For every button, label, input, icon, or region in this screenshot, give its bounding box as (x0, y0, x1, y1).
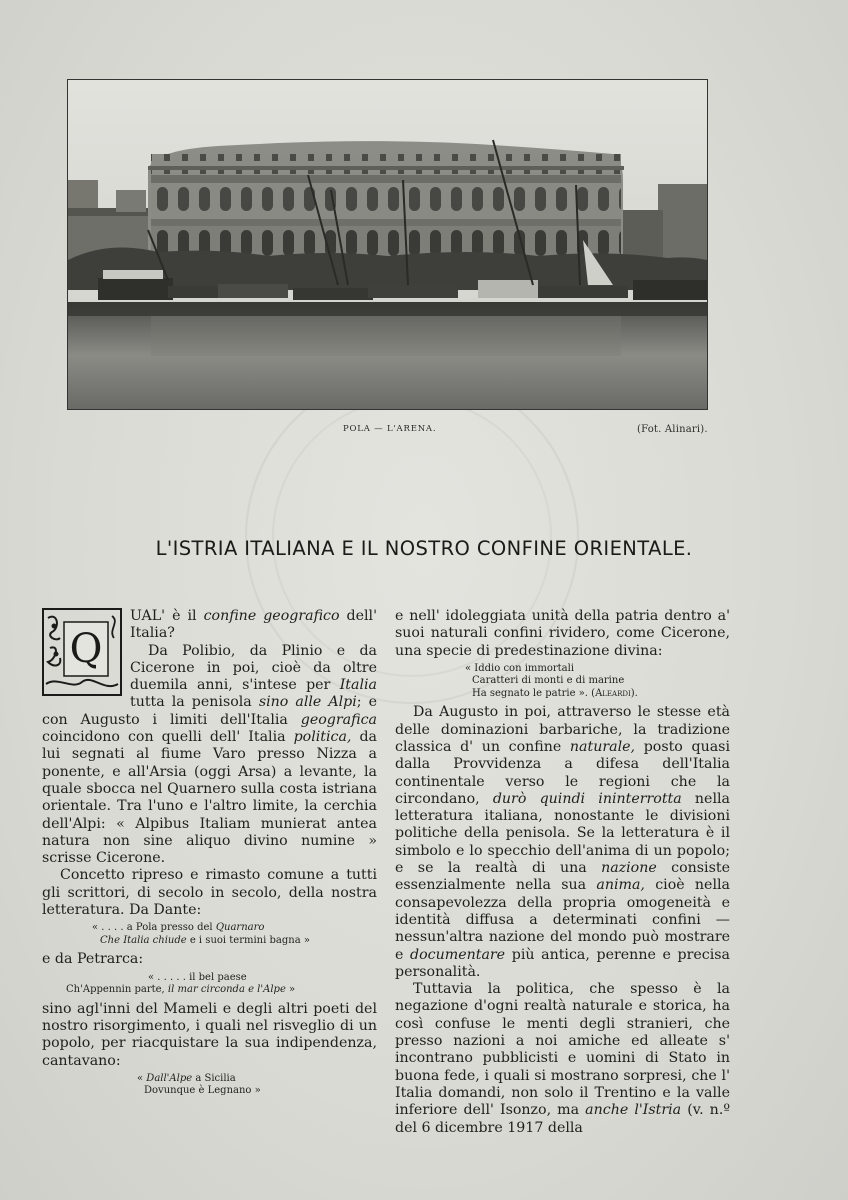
photo-credit: (Fot. Alinari). (637, 424, 708, 435)
paragraph-petrarca: e da Petrarca: (42, 951, 144, 968)
paragraph-concetto: Concetto ripreso e rimasto comune a tutti gli scrittori, di secolo in secolo, della nostra letteratura. Da Dante: (42, 867, 377, 919)
drop-cap (42, 608, 122, 696)
quote-mameli: « Dall'Alpe a Sicilia Dovunque è Legnano » (137, 1072, 261, 1097)
quote-aleardi: « Iddio con immortali Caratteri di monti e di marine Ha segnato le patrie ». (Aleardi). (465, 662, 638, 699)
left-column (42, 608, 377, 1102)
paragraph-augusto: Da Augusto in poi, attraverso le stesse età delle dominazioni barbariche, la tradizione classica d' un confine naturale, posto quasi dalla Provvidenza a difesa dell'Italia continentale verso le regioni che la circondano, durò quindi ininterrotta nella letteratura italiana, nonostante le divisioni politiche della penisola. Se la letteratura è il simbolo e lo specchio dell'anima di un popolo; e se la realtà di una nazione consiste essenzialmente nella sua anima, cioè nella consapevolezza della propria omogeneità e identità diffusa a determinati confini — nessun'altra nazione del mondo può mostrare e documentare più antica, perenne e precisa personalità. (395, 704, 731, 980)
quote-dante: « . . . . a Pola presso del Quarnaro Che Italia chiude e i suoi termini bagna » (92, 922, 310, 946)
right-column (395, 608, 730, 1137)
quote-petrarca: « . . . . . il bel paese Ch'Appennin parte, il mar circonda e l'Alpe » (66, 971, 296, 996)
paragraph-polibio: Da Polibio, da Plinio e da Cicerone in poi, cioè da oltre duemila anni, s'intese per Italia tutta la penisola sino alle Alpi; e con Augusto i limiti dell'Italia geografica coincidono con quelli dell' Italia politica, da lui segnati al fiume Varo presso Nizza a ponente, e all'Arsia (oggi Arsa) a levante, la quale sbocca nel Quarnero sulla costa istriana orientale. Tra l'uno e l'altro limite, la cerchia dell'Alpi: « Alpibus Italiam munierat antea natura non sine aliquo divino numine » scrisse Cicerone. (42, 642, 377, 867)
arena-photo (67, 79, 708, 410)
paragraph-intro: UAL' è il confine geografico dell' Italia? (130, 608, 377, 642)
paragraph-politica: Tuttavia la politica, che spesso è la negazione d'ogni realtà naturale e storica, ha così confuse le menti degli stranieri, che presso nazioni a noi amiche ed alleate s' incontrano pubblicisti e uomini di Stato in buona fede, i quali si mostrano sorpresi, che l' Italia domandi, non solo il Trentino e la valle inferiore dell' Isonzo, ma anche l'Istria (v. n.º del 6 dicembre 1917 della (395, 981, 731, 1136)
article-title: L'ISTRIA ITALIANA E IL NOSTRO CONFINE ORIENTALE. (155, 537, 693, 560)
paragraph-mameli: sino agl'inni del Mameli e degli altri poeti del nostro risorgimento, i quali nel risveglio di un popolo, per riacquistare la sua indipendenza, cantavano: (42, 1000, 377, 1069)
paragraph-idoleggiata: e nell' idoleggiata unità della patria dentro a' suoi naturali confini rividero, come Cicerone, una specie di predestinazione divina: (395, 608, 730, 659)
photo-caption: POLA — L'ARENA. (343, 424, 437, 434)
drop-cap-letter: Q (69, 626, 103, 672)
